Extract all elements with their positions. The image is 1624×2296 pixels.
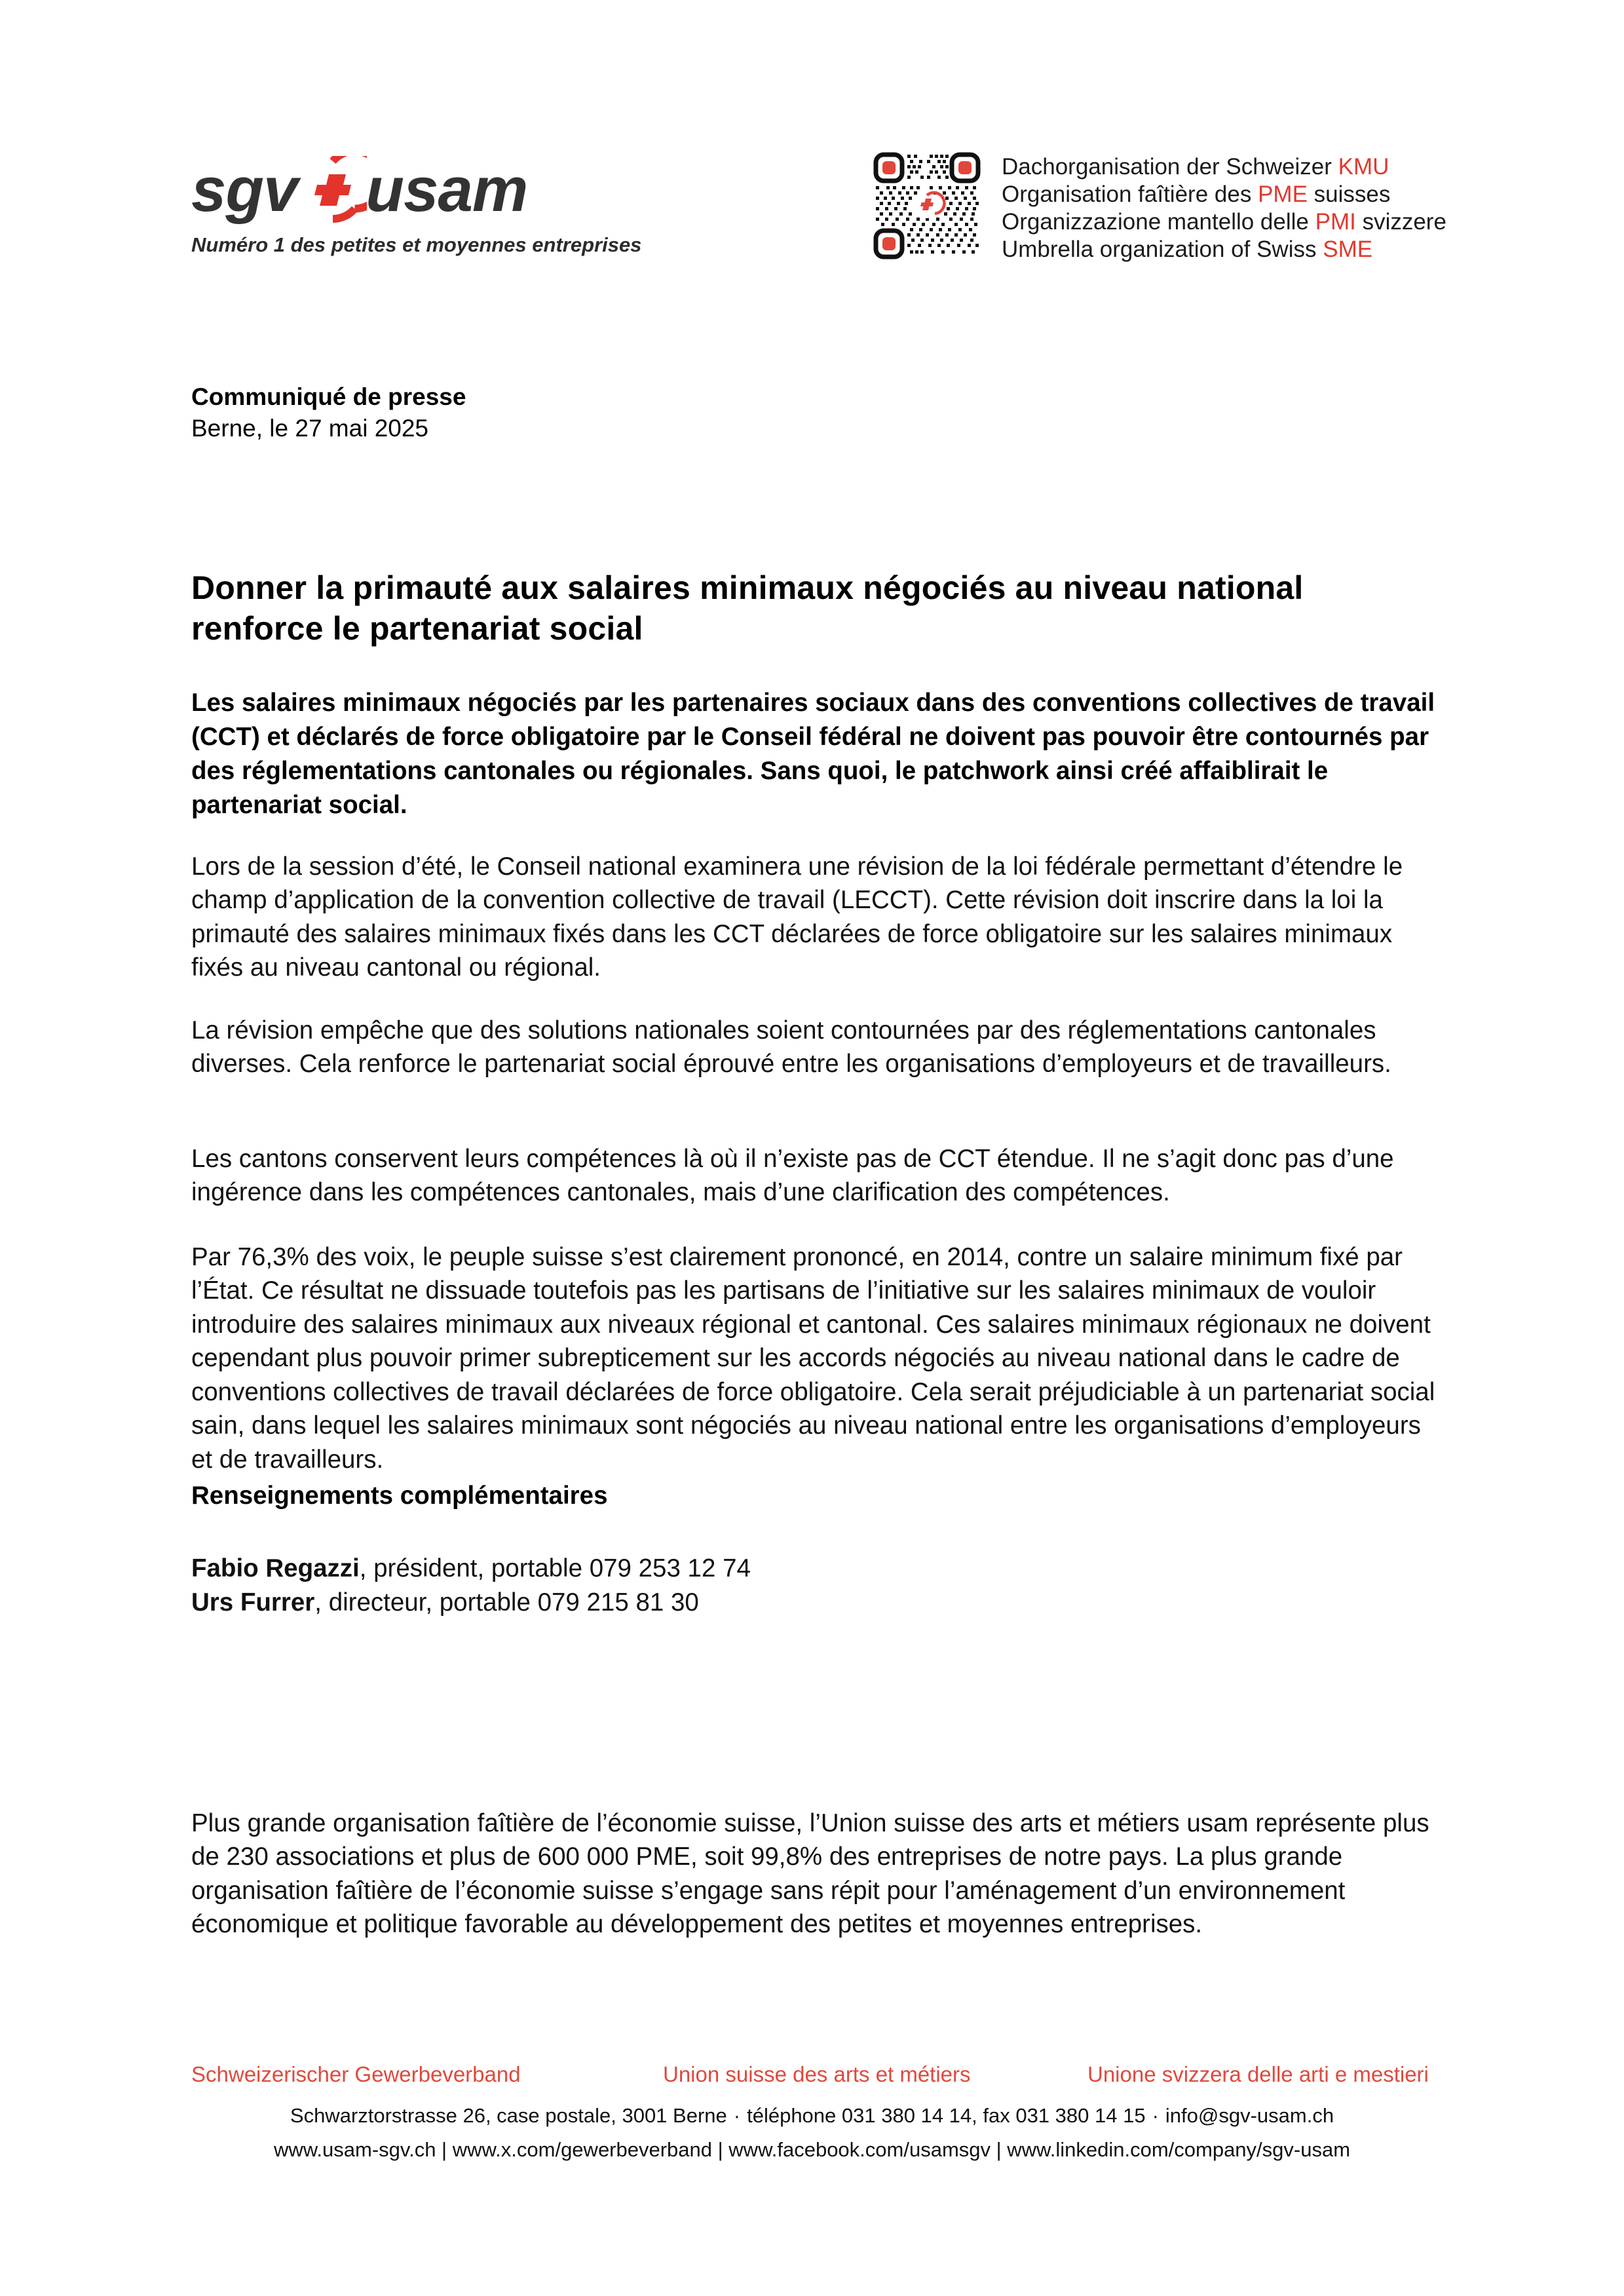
brand-line-de-pre: Dachorganisation der Schweizer [1002, 154, 1338, 180]
footer-org-name-it: Unione svizzera delle arti e mestieri [1087, 2062, 1429, 2086]
brand-line-it-post: svizzere [1355, 209, 1446, 235]
boilerplate-paragraph: Plus grande organisation faîtière de l’économie suisse, l’Union suisse des arts et métiers usam représente plus de 230 associations et plus de 600 000 PME, soit 99,8% des entreprises de notre pays. La plus grande organisation faîtière de l’économie suisse s’engage sans répit pour l’aménagement d’un environnement économique et politique favorable au développement des petites et moyennes entreprises. [191, 1808, 1429, 1938]
logo-wordmark [191, 156, 611, 224]
contact-section-heading: Renseignements complémentaires [191, 1482, 608, 1510]
lead-paragraph: Les salaires minimaux négociés par les partenaires sociaux dans des conventions collectives de travail (CCT) et déclarés de force obligatoire par le Conseil fédéral ne doivent pas pouvoir être contournés par des réglementations cantonales ou régionales. Sans quoi, le patchwork ainsi créé affaiblirait le partenariat social. [191, 688, 1435, 819]
logo-text-usam: usam [366, 155, 528, 225]
body-paragraph-3: Les cantons conservent leurs compétences là où il n’existe pas de CCT étendue. Il ne s’agit donc pas d’une ingérence dans les compétences cantonales, mais d’une clarification des compétences. [191, 1144, 1394, 1206]
body-paragraph-2: La révision empêche que des solutions nationales soient contournées par des réglementations cantonales diverses. Cela renforce le partenariat social éprouvé entre les organisations d’employeurs et de travailleurs. [191, 1016, 1391, 1078]
contact-details-president: , président, portable 079 253 12 74 [359, 1554, 751, 1582]
contact-item-director [191, 1586, 1108, 1620]
brand-line-it-pre: Organizzazione mantello delle [1002, 209, 1315, 235]
brand-line-it [1002, 208, 1446, 236]
footer-separator-2: · [1152, 2104, 1159, 2127]
brand-bar [873, 152, 1446, 263]
footer-org-name-de: Schweizerischer Gewerbeverband [191, 2062, 521, 2086]
page-footer [0, 2057, 1624, 2165]
footer-email[interactable]: info@sgv-usam.ch [1165, 2104, 1334, 2127]
brand-line-fr-post: suisses [1307, 182, 1391, 207]
document-meta [191, 381, 1449, 444]
footer-address-line [0, 2101, 1624, 2131]
footer-phone: téléphone 031 380 14 14, fax 031 380 14 15 [747, 2104, 1146, 2127]
usam-circle-cross-logo-icon [299, 156, 367, 224]
contact-item-president [191, 1552, 1108, 1586]
masthead [0, 0, 1624, 308]
brand-line-it-highlight: PMI [1315, 209, 1356, 235]
logo-tagline: Numéro 1 des petites et moyennes entreprises [191, 233, 642, 256]
brand-languages [1002, 152, 1446, 263]
body-paragraph-4: Par 76,3% des voix, le peuple suisse s’est clairement prononcé, en 2014, contre un salaire minimum fixé par l’État. Ce résultat ne dissuade toutefois pas les partisans de l’initiative sur les salaires minimaux de vouloir introduire des salaires minimaux aux niveaux régional et cantonal. Ces salaires minimaux régionaux ne doivent cependant plus pouvoir primer subrepticement sur les accords négociés au niveau national dans le cadre de conventions collectives de travail déclarées de force obligatoire. Cela serait préjudiciable à un partenariat social sain, dans lequel les salaires minimaux sont négociés au niveau national entre les organisations d’employeurs et de travailleurs. [191, 1242, 1435, 1474]
contact-name-director: Urs Furrer [191, 1588, 315, 1617]
footer-org-name-fr: Union suisse des arts et métiers [663, 2062, 971, 2086]
logo-text-sgv: sgv [191, 155, 298, 225]
usam-logo [191, 155, 642, 257]
contact-details-director: , directeur, portable 079 215 81 30 [314, 1588, 699, 1617]
brand-line-fr-highlight: PME [1258, 182, 1308, 207]
brand-line-en [1002, 236, 1446, 263]
footer-street: Schwarztorstrasse 26, case postale, 3001 Berne [290, 2104, 727, 2127]
brand-line-de-highlight: KMU [1338, 154, 1389, 180]
footer-org-names [0, 2057, 1624, 2092]
document-dateline: Berne, le 27 mai 2025 [191, 415, 429, 442]
brand-line-fr-pre: Organisation faîtière des [1002, 182, 1258, 207]
brand-line-fr [1002, 181, 1446, 208]
contact-list [191, 1552, 1108, 1619]
document-type-label: Communiqué de presse [191, 383, 466, 410]
contact-name-president: Fabio Regazzi [191, 1554, 360, 1582]
brand-line-en-highlight: SME [1323, 237, 1373, 262]
qr-code-icon[interactable] [873, 152, 981, 259]
footer-urls[interactable]: www.usam-sgv.ch | www.x.com/gewerbeverband | www.facebook.com/usamsgv | www.linkedin.com/company/sgv-usam [273, 2138, 1351, 2161]
brand-line-de [1002, 153, 1446, 181]
body-paragraph-1: Lors de la session d’été, le Conseil national examinera une révision de la loi fédérale permettant d’étendre le champ d’application de la convention collective de travail (LECCT). Cette révision doit inscrire dans la loi la primauté des salaires minimaux fixés dans les CCT déclarées de force obligatoire sur les salaires minimaux fixés au niveau cantonal ou régional. [191, 852, 1403, 982]
page-title: Donner la primauté aux salaires minimaux négociés au niveau national renforce le partenariat social [191, 569, 1304, 647]
brand-line-en-pre: Umbrella organization of Swiss [1002, 237, 1323, 262]
footer-separator-1: · [733, 2104, 741, 2127]
